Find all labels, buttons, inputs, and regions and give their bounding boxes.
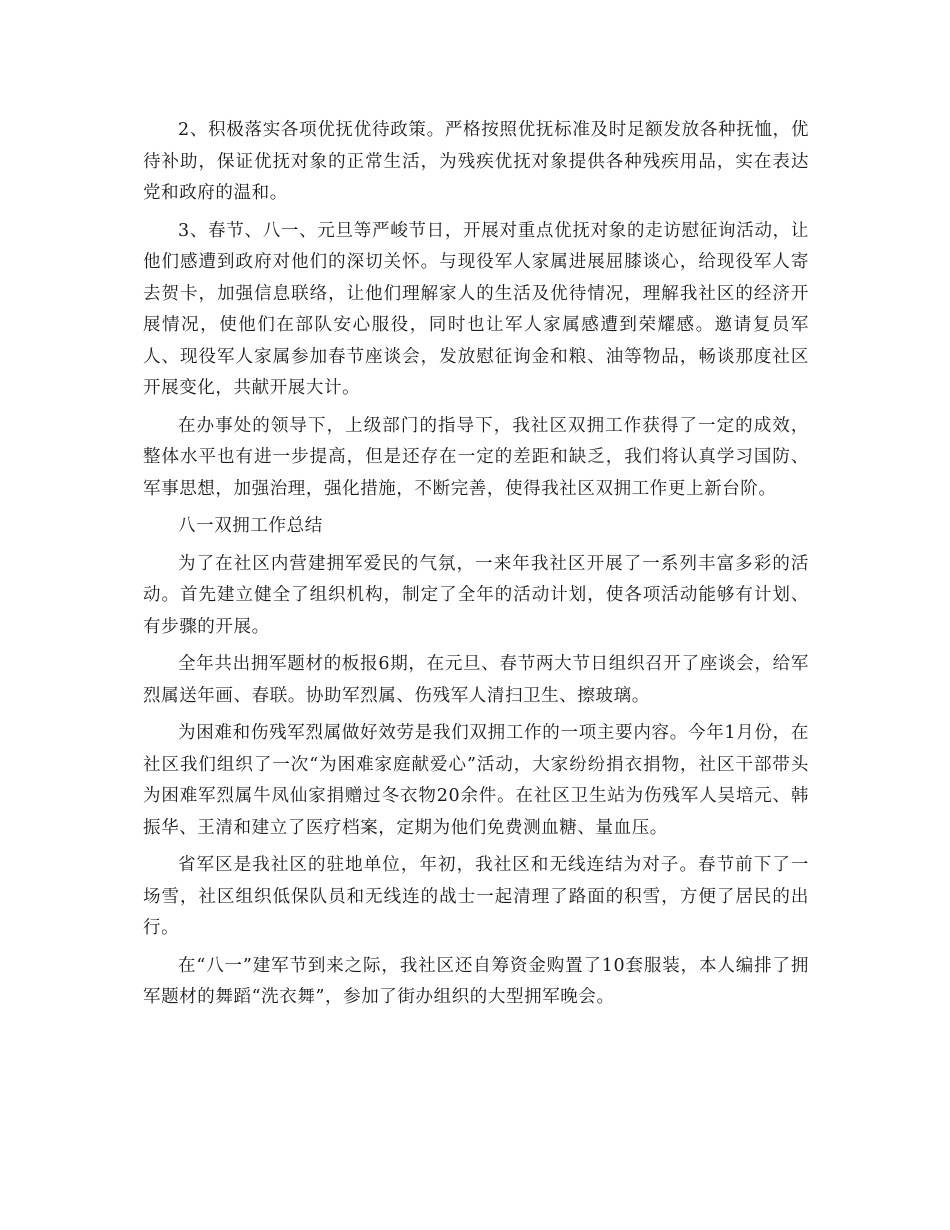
paragraph-army-day: 在“八一”建军节到来之际，我社区还自筹资金购置了10套服装，本人编排了拥军题材的舞蹈“洗衣舞”，参加了街办组织的大型拥军晚会。 bbox=[143, 955, 809, 1007]
paragraph-achievements: 在办事处的领导下，上级部门的指导下，我社区双拥工作获得了一定的成效，整体水平也有进一步提高，但是还存在一定的差距和缺乏，我们将认真学习国防、军事思想，加强治理，强化措施，不断完善，使得我社区双拥工作更上新台阶。 bbox=[143, 415, 809, 499]
paragraph-activities: 为了在社区内营建拥军爱民的气氛，一来年我社区开展了一系列丰富多彩的活动。首先建立健全了组织机构，制定了全年的活动计划，使各项活动能够有计划、有步骤的开展。 bbox=[143, 553, 809, 637]
paragraph-blackboard: 全年共出拥军题材的板报6期，在元旦、春节两大节日组织召开了座谈会，给军烈属送年画、春联。协助军烈属、伤残军人清扫卫生、擦玻璃。 bbox=[143, 654, 809, 706]
paragraph-service: 为困难和伤残军烈属做好效劳是我们双拥工作的一项主要内容。今年1月份，在社区我们组织了一次“为困难家庭献爱心”活动，大家纷纷捐衣捐物，社区干部带头为困难军烈属牛凤仙家捐赠过冬衣物20余件。在社区卫生站为伤残军人吴培元、韩振华、王清和建立了医疗档案，定期为他们免费测血糖、量血压。 bbox=[143, 723, 809, 838]
paragraph-holiday-visits: 3、春节、八一、元旦等严峻节日，开展对重点优抚对象的走访慰征询活动，让他们感遭到政府对他们的深切关怀。与现役军人家属进展屈膝谈心，给现役军人寄去贺卡，加强信息联络，让他们理解家人的生活及优待情况，理解我社区的经济开展情况，使他们在部队安心服役，同时也让军人家属感遭到荣耀感。邀请复员军人、现役军人家属参加春节座谈会，发放慰征询金和粮、油等物品，畅谈那度社区开展变化，共献开展大计。 bbox=[143, 220, 809, 398]
section-title: 八一双拥工作总结 bbox=[178, 516, 323, 536]
paragraph-policy: 2、积极落实各项优抚优待政策。严格按照优抚标准及时足额发放各种抚恤，优待补助，保证优抚对象的正常生活，为残疾优抚对象提供各种残疾用品，实在表达党和政府的温和。 bbox=[143, 120, 809, 203]
document-page bbox=[143, 115, 809, 1020]
paragraph-military-district: 省军区是我社区的驻地单位，年初，我社区和无线连结为对子。春节前下了一场雪，社区组织低保队员和无线连的战士一起清理了路面的积雪，方便了居民的出行。 bbox=[143, 855, 809, 938]
